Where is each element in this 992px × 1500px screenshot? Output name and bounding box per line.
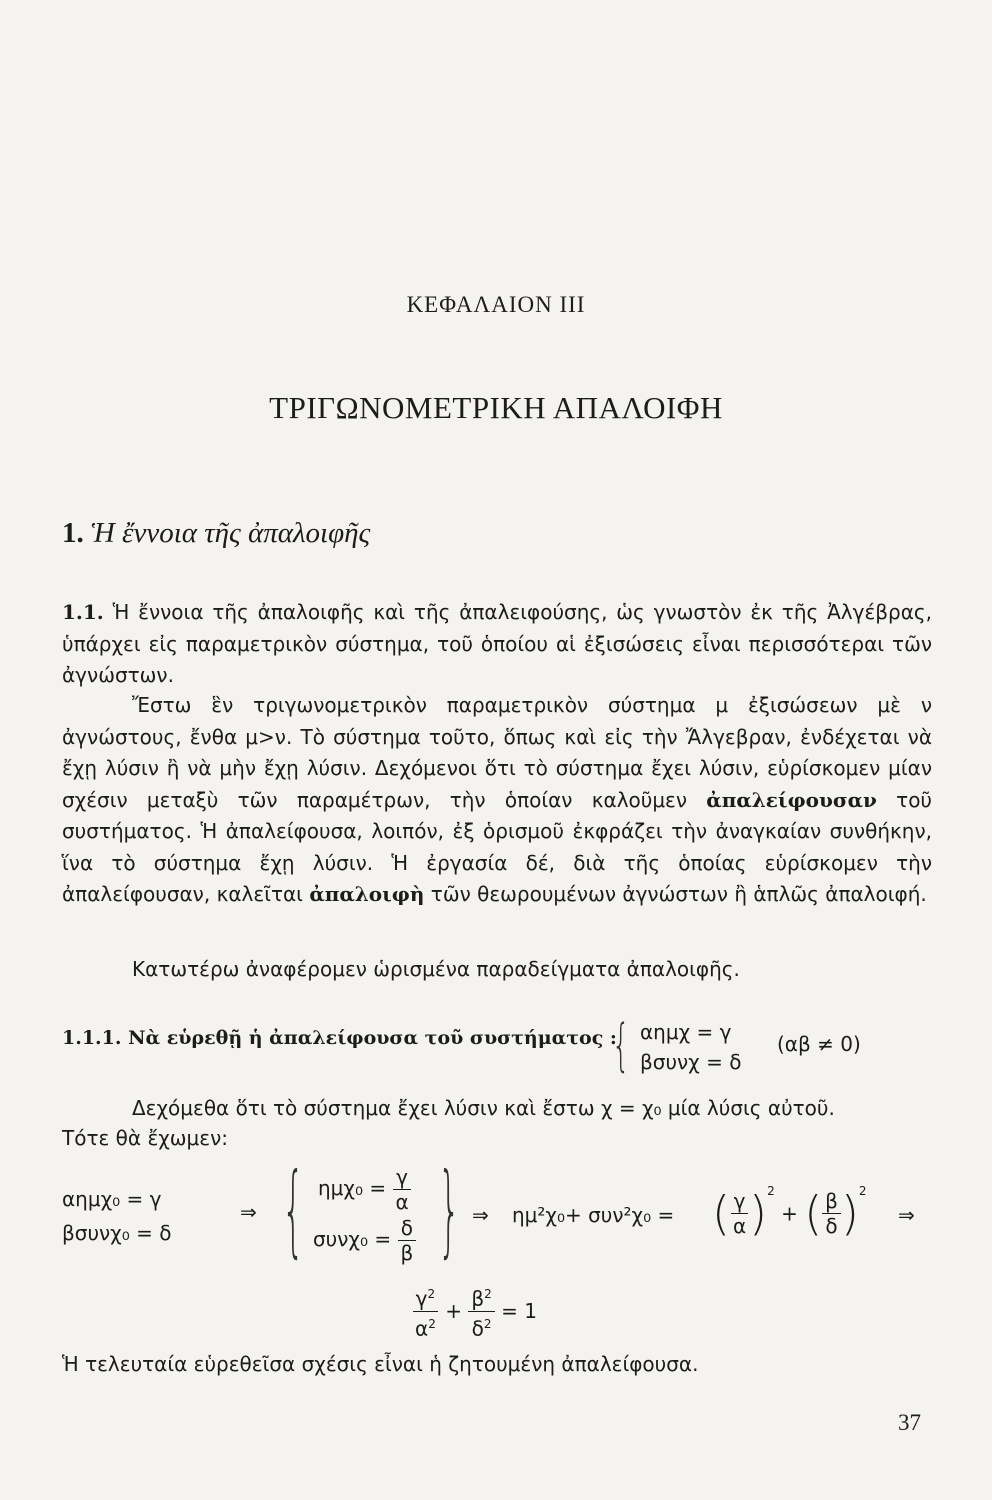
right-brace: } (438, 1151, 461, 1268)
paragraph-4: Δεχόμεθα ὅτι τὸ σύστημα ἔχει λύσιν καὶ ἔστω χ = χ₀ μία λύσις αὐτοῦ. (132, 1096, 835, 1120)
term-apaloifi: ἀπαλοιφὴ (309, 882, 425, 906)
fraction-num-g: γ (393, 1165, 411, 1190)
paragraph-1 (62, 597, 932, 692)
fraction-num-d: δ (398, 1216, 416, 1241)
section-text: Ἡ ἔννοια τῆς ἀπαλοιφῆς (91, 517, 371, 549)
fraction-num-b: β (822, 1189, 841, 1214)
plus-sign-2: + (445, 1299, 462, 1324)
term-apaleifousa: ἀπαλείφουσαν (706, 787, 877, 812)
implies-arrow-2: ⇒ (472, 1203, 489, 1227)
paren-close-2: ) (840, 1186, 859, 1241)
fraction-num-g-2: γ (731, 1189, 749, 1214)
fraction-g-over-a-2 (730, 1189, 749, 1238)
derivation-left-1: αημχ₀ = γ (62, 1187, 162, 1211)
derivation-mid-2 (313, 1216, 416, 1265)
paren-open-1: ( (712, 1186, 730, 1241)
fraction-den-a2 (412, 1312, 439, 1341)
fraction-num-g2 (413, 1282, 438, 1312)
chapter-heading: ΚΕΦΑΛΑΙΟΝ III (406, 292, 586, 317)
d-base: δ (471, 1316, 484, 1341)
fraction-den-b: β (400, 1241, 414, 1265)
pythagorean-rhs (712, 1184, 867, 1241)
fraction-num-b2 (468, 1282, 494, 1312)
paragraph-5: Τότε θὰ ἔχωμεν: (62, 1126, 228, 1150)
b-base: β (471, 1286, 485, 1311)
system-brace: { (612, 1013, 630, 1078)
derivation-mid-1 (318, 1165, 412, 1214)
fraction-den-d: δ (825, 1214, 838, 1238)
a-base: α (415, 1316, 429, 1341)
derivation-left-2: βσυνχ₀ = δ (62, 1221, 172, 1245)
square-exp-1: 2 (767, 1184, 775, 1198)
implies-arrow-1: ⇒ (240, 1200, 257, 1224)
fraction-b-over-d (822, 1189, 841, 1238)
fraction-den-a: α (395, 1190, 409, 1214)
paragraph-2-part-a: Ἔστω ἓν τριγωνομετρικὸν παραμετρικὸν σύστημα μ ἐξισώσεων μὲ ν ἀγνώστους, ἔνθα μ>ν. Τὸ σύστημα τοῦτο, ὅπως καὶ εἰς τὴν Ἄλγεβραν, ἐνδέχεται νὰ ἔχῃ λύσιν ἢ νὰ μὴν ἔχῃ λύσιν. Δεχόμενοι ὅτι τὸ σύστημα ἔχει λύσιν, εὑρίσκομεν μίαν σχέσιν μεταξὺ τῶν παραμέτρων, τὴν ὁποίαν καλοῦμεν (62, 693, 932, 812)
paragraph-1-lead: 1.1. (62, 600, 104, 624)
cos-lhs: συνχ₀ = (313, 1227, 392, 1251)
square-exp-2: 2 (858, 1184, 867, 1198)
system-eq-1: αημχ = γ (640, 1020, 732, 1044)
fraction-den-d2 (469, 1312, 495, 1341)
paren-close-1: ) (749, 1186, 768, 1241)
subsection-heading: 1.1.1. Νὰ εὑρεθῇ ἡ ἀπαλείφουσα τοῦ συστήματος : (62, 1027, 617, 1049)
paren-open-2: ( (804, 1186, 823, 1241)
implies-arrow-3: ⇒ (898, 1203, 915, 1227)
final-relation (412, 1282, 537, 1340)
g-exp: 2 (427, 1287, 436, 1301)
paragraph-2-part-c: τοῦ συστήματος. Ἡ ἀπαλείφουσα, λοιπόν, ἐξ ὁρισμοῦ ἐκφράζει τὴν ἀναγκαίαν συνθήκην, ἵνα τὸ σύστημα ἔχῃ λύσιν. Ἡ ἐργασία δέ, διὰ τῆς ὁποίας εὑρίσκομεν τὴν ἀπαλείφουσαν, καλεῖται (62, 787, 933, 906)
fraction-g2-a2 (412, 1282, 439, 1340)
fraction-g-over-a (392, 1165, 411, 1214)
chapter-title: ΤΡΙΓΩΝΟΜΕΤΡΙΚΗ ΑΠΑΛΟΙΦΗ (269, 390, 723, 425)
page-number: 37 (898, 1410, 921, 1435)
fraction-b2-d2 (468, 1282, 494, 1340)
b-exp: 2 (484, 1287, 492, 1301)
section-number: 1. (62, 517, 84, 549)
fraction-den-a-2: α (732, 1214, 747, 1238)
paragraph-2-part-e: τῶν θεωρουμένων ἀγνώστων ἢ ἁπλῶς ἀπαλοιφή. (430, 882, 927, 906)
left-brace: { (282, 1151, 305, 1268)
paragraph-2 (62, 690, 932, 911)
plus-sign: + (781, 1201, 798, 1226)
d-exp: 2 (483, 1316, 492, 1331)
pythagorean-lhs: ημ²χ₀+ συν²χ₀ = (512, 1203, 675, 1227)
paragraph-1-text: Ἡ ἔννοια τῆς ἀπαλοιφῆς καὶ τῆς ἀπαλειφούσης, ὡς γνωστὸν ἐκ τῆς Ἀλγέβρας, ὑπάρχει εἰς παραμετρικὸν σύστημα, τοῦ ὁποίου αἱ ἐξισώσεις εἶναι περισσότεραι τῶν ἀγνώστων. (62, 600, 932, 687)
section-heading (62, 517, 370, 550)
final-sentence: Ἡ τελευταία εὑρεθεῖσα σχέσις εἶναι ἡ ζητουμένη ἀπαλείφουσα. (62, 1352, 699, 1376)
paragraph-3: Κατωτέρω ἀναφέρομεν ὡρισμένα παραδείγματα ἀπαλοιφῆς. (132, 957, 740, 981)
sin-lhs: ημχ₀ = (318, 1176, 387, 1200)
fraction-d-over-b (397, 1216, 416, 1265)
system-condition: (αβ ≠ 0) (777, 1032, 861, 1056)
a-exp: 2 (428, 1316, 436, 1331)
equals-one: = 1 (501, 1299, 537, 1324)
g-base: γ (415, 1286, 428, 1311)
system-eq-2: βσυνχ = δ (640, 1050, 742, 1074)
